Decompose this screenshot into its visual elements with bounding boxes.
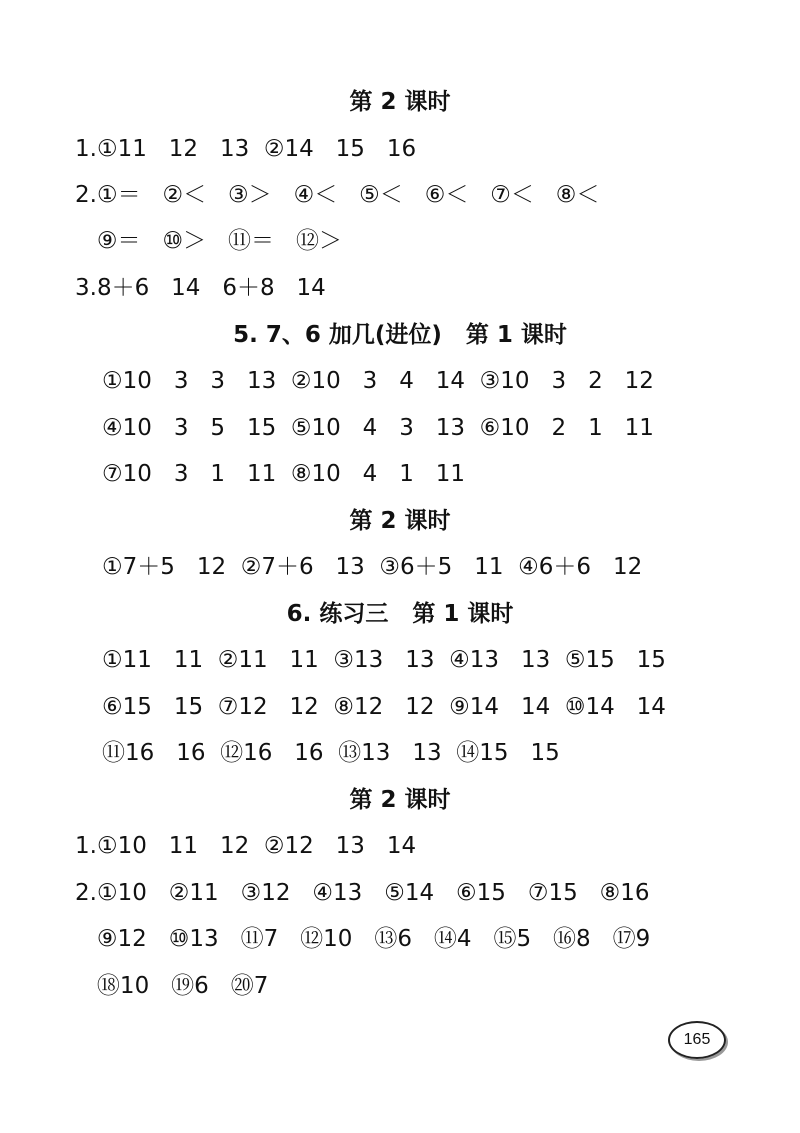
answer-line: ⑨12 ⑩13 ⑪7 ⑫10 ⑬6 ⑭4 ⑮5 ⑯8 ⑰9: [75, 926, 651, 952]
answer-line: ⑪16 16 ⑫16 16 ⑬13 13 ⑭15 15: [102, 740, 560, 766]
section-heading: 第 2 课时: [349, 787, 451, 813]
section-heading: 第 2 课时: [349, 89, 451, 115]
answer-line: ①11 11 ②11 11 ③13 13 ④13 13 ⑤15 15: [102, 647, 666, 673]
answer-line: ⑥15 15 ⑦12 12 ⑧12 12 ⑨14 14 ⑩14 14: [102, 694, 666, 720]
answer-line: ①10 3 3 13 ②10 3 4 14 ③10 3 2 12: [102, 368, 654, 394]
answer-line: 2.①10 ②11 ③12 ④13 ⑤14 ⑥15 ⑦15 ⑧16: [75, 880, 650, 906]
answer-line: ⑨＝ ⑩＞ ⑪＝ ⑫＞: [75, 228, 342, 254]
section-heading: 5. 7、6 加几(进位) 第 1 课时: [233, 322, 567, 348]
answer-line: 1.①11 12 13 ②14 15 16: [75, 136, 417, 162]
answer-line: 3.8＋6 14 6＋8 14: [75, 275, 326, 301]
answer-line: ①7＋5 12 ②7＋6 13 ③6＋5 11 ④6＋6 12: [102, 554, 643, 580]
section-heading: 第 2 课时: [349, 508, 451, 534]
answer-line: ④10 3 5 15 ⑤10 4 3 13 ⑥10 2 1 11: [102, 415, 654, 441]
answer-line: ⑦10 3 1 11 ⑧10 4 1 11: [102, 461, 466, 487]
answer-line: 1.①10 11 12 ②12 13 14: [75, 833, 417, 859]
section-heading: 6. 练习三 第 1 课时: [286, 601, 514, 627]
answer-line: ⑱10 ⑲6 ⑳7: [75, 973, 269, 999]
answer-line: 2.①＝ ②＜ ③＞ ④＜ ⑤＜ ⑥＜ ⑦＜ ⑧＜: [75, 182, 600, 208]
page-number: 165: [668, 1021, 726, 1059]
